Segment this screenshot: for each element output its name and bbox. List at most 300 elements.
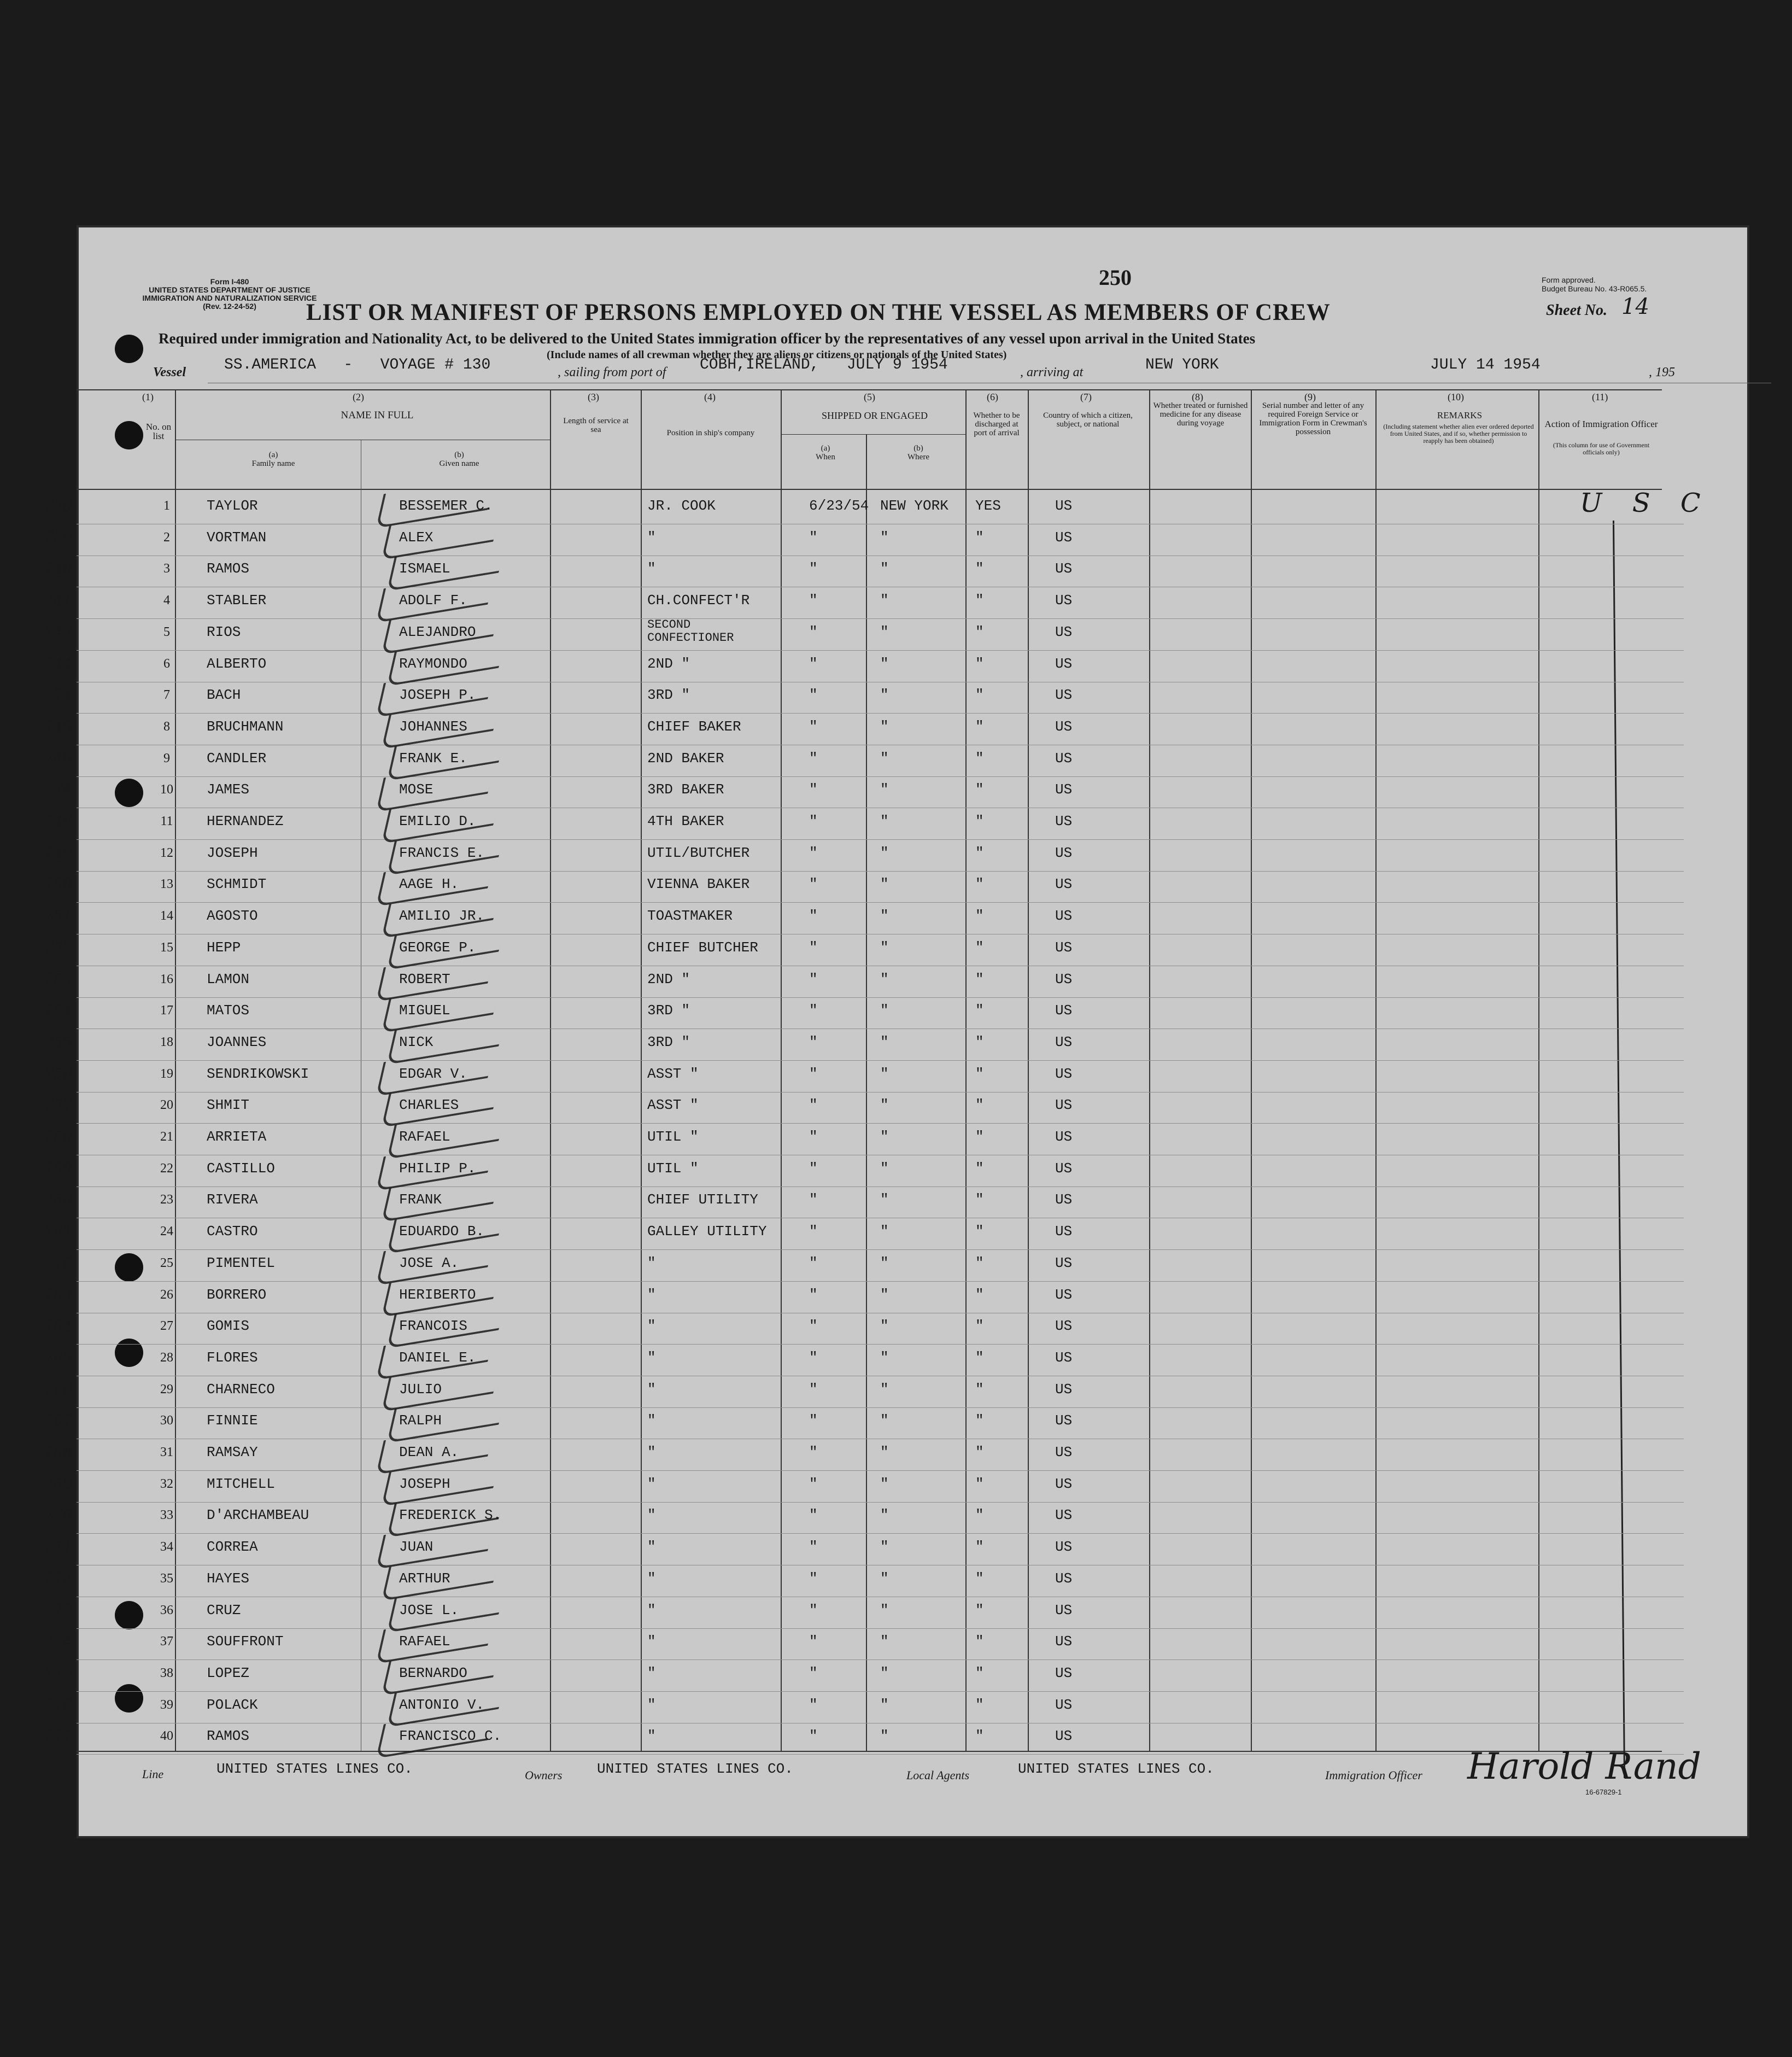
shipped-where: " [880, 1349, 889, 1366]
given-name: EMILIO D. [399, 813, 476, 829]
shipped-when: " [809, 1728, 818, 1745]
given-name: RAFAEL [399, 1633, 450, 1650]
form-revision: (Rev. 12-24-52) [203, 302, 256, 311]
table-row [44, 997, 1684, 1029]
row-number: 16 [160, 972, 173, 986]
table-row [44, 745, 1684, 777]
to-be-discharged: " [975, 876, 984, 893]
table-row [44, 870, 1684, 903]
row-number: 37 [160, 1634, 173, 1649]
table-row [44, 1344, 1684, 1376]
shipped-where: " [880, 1191, 889, 1208]
year-suffix: , 195 [1649, 365, 1675, 379]
row-number: 32 [160, 1476, 173, 1491]
country: US [1055, 1129, 1073, 1145]
col-head-serial: Serial number and letter of any required Foreign Service or Immigration Form in Crewman's possession [1259, 401, 1367, 436]
row-number: 4 [163, 593, 170, 608]
table-row [44, 934, 1684, 966]
shipped-where: " [880, 592, 889, 609]
to-be-discharged: " [975, 1254, 984, 1271]
shipped-where: " [880, 1664, 889, 1681]
family-name: JOANNES [207, 1033, 267, 1050]
col-head-shipped: SHIPPED OR ENGAGED [821, 410, 928, 421]
position: " [647, 1602, 656, 1618]
crew-ref-number: 769 [44, 1475, 72, 1493]
to-be-discharged: " [975, 1664, 984, 1681]
shipped-when: " [809, 1065, 818, 1082]
crew-ref-number: 766 [44, 1381, 72, 1398]
row-number: 6 [163, 656, 170, 671]
form-number: Form I-480 [210, 277, 249, 286]
country: US [1055, 1475, 1073, 1492]
shipped-when: " [809, 718, 818, 735]
country: US [1055, 529, 1073, 546]
shipped-where: " [880, 1475, 889, 1492]
family-name: BORRERO [207, 1286, 267, 1303]
crew-ref-number: 753 [44, 971, 72, 988]
row-number: 12 [160, 845, 173, 860]
given-name: HERIBERTO [399, 1286, 476, 1303]
given-name: NICK [399, 1033, 434, 1050]
position: 3RD " [647, 687, 690, 704]
to-be-discharged: " [975, 1097, 984, 1114]
given-name: EDUARDO B. [399, 1223, 485, 1240]
position: UTIL " [647, 1129, 699, 1145]
shipped-when: " [809, 1633, 818, 1650]
table-row [44, 1722, 1684, 1755]
family-name: RIVERA [207, 1191, 258, 1208]
to-be-discharged: " [975, 939, 984, 956]
family-name: FINNIE [207, 1412, 258, 1429]
family-name: BACH [207, 687, 241, 704]
page-title: LIST OR MANIFEST OF PERSONS EMPLOYED ON THE VESSEL AS MEMBERS OF CREW [306, 300, 1331, 325]
family-name: ARRIETA [207, 1129, 267, 1145]
to-be-discharged: " [975, 1065, 984, 1082]
row-number: 8 [163, 719, 170, 734]
crew-ref-number: 767 [44, 1412, 72, 1430]
to-be-discharged: " [975, 1318, 984, 1335]
position: " [647, 1412, 656, 1429]
family-name: RAMSAY [207, 1444, 258, 1460]
country: US [1055, 876, 1073, 893]
position: ASST " [647, 1065, 699, 1082]
to-be-discharged: " [975, 1696, 984, 1713]
arrival-date: JULY 14 1954 [1430, 357, 1541, 373]
family-name: SOUFFRONT [207, 1633, 284, 1650]
position: " [647, 1475, 656, 1492]
shipped-when: " [809, 908, 818, 925]
shipped-where: " [880, 844, 889, 861]
position: " [647, 1349, 656, 1366]
crew-ref-number: 754 [44, 1002, 72, 1020]
header-bottom-rule [77, 489, 1662, 490]
table-top-rule [77, 389, 1662, 390]
position: UTIL " [647, 1160, 699, 1177]
shipped-when: " [809, 1444, 818, 1460]
col-number-6: (6) [987, 391, 998, 402]
crew-ref-number: 758 [44, 1129, 72, 1146]
table-row [44, 587, 1684, 619]
col-head-action-note: (This column for use of Government officials only) [1553, 441, 1650, 456]
col-head-given: (b) Given name [439, 451, 479, 468]
vessel-name: SS.AMERICA - VOYAGE # 130 [224, 357, 491, 373]
shipped-when: " [809, 1223, 818, 1240]
col-head-position: Position in ship's company [666, 429, 755, 437]
shipped-where: " [880, 1696, 889, 1713]
crew-ref-number: 738 [44, 498, 72, 515]
footer-agents-label: Local Agents [906, 1768, 970, 1782]
row-number: 39 [160, 1697, 173, 1712]
manifest-sheet [44, 225, 1749, 1838]
table-row [44, 492, 1684, 524]
shipped-when: " [809, 1033, 818, 1050]
family-name: JOSEPH [207, 844, 258, 861]
sheet-number: 14 [1621, 294, 1649, 319]
form-approval [1542, 276, 1647, 293]
shipped-when: " [809, 687, 818, 704]
table-row [44, 713, 1684, 745]
family-name: CRUZ [207, 1602, 241, 1618]
shipped-when: " [809, 1664, 818, 1681]
row-number: 30 [160, 1413, 173, 1428]
country: US [1055, 844, 1073, 861]
given-name: CHARLES [399, 1097, 459, 1114]
row-number: 20 [160, 1098, 173, 1113]
col-head-when: (a) When [816, 444, 835, 461]
to-be-discharged: " [975, 1349, 984, 1366]
table-row [53, 1597, 1684, 1629]
table-row [44, 839, 1684, 872]
shipped-where: " [880, 1033, 889, 1050]
form-department: UNITED STATES DEPARTMENT OF JUSTICE [149, 285, 311, 294]
shipped-when: " [809, 1507, 818, 1524]
row-number: 1 [163, 499, 170, 513]
position: 3RD BAKER [647, 781, 724, 798]
given-name: JOSE L. [399, 1602, 459, 1618]
family-name: LOPEZ [207, 1664, 250, 1681]
country: US [1055, 1033, 1073, 1050]
to-be-discharged: " [975, 1160, 984, 1177]
to-be-discharged: " [975, 1033, 984, 1050]
given-name: DANIEL E. [399, 1349, 476, 1366]
footer-owners: UNITED STATES LINES CO. [597, 1761, 793, 1777]
to-be-discharged: " [975, 529, 984, 546]
subtitle-note: (Include names of all crewman whether they are aliens or citizens or nationals of the United States) [547, 349, 1007, 361]
country: US [1055, 592, 1073, 609]
position: CHIEF BUTCHER [647, 939, 758, 956]
row-number: 23 [160, 1193, 173, 1207]
col-head-family: (a) Family name [251, 451, 295, 468]
country: US [1055, 939, 1073, 956]
given-name: AMILIO JR. [399, 908, 485, 925]
shipped-when: " [809, 1160, 818, 1177]
to-be-discharged: " [975, 1444, 984, 1460]
footer-line: UNITED STATES LINES CO. [216, 1761, 413, 1777]
given-name: ROBERT [399, 971, 450, 987]
shipped-when: " [809, 592, 818, 609]
table-row [53, 1249, 1684, 1282]
position: " [647, 1633, 656, 1650]
country: US [1055, 1539, 1073, 1556]
shipped-when: " [809, 560, 818, 577]
crew-ref-number: 76 [53, 1254, 72, 1272]
family-name: MITCHELL [207, 1475, 275, 1492]
crew-ref-number: 759 [44, 1160, 72, 1177]
family-name: SCHMIDT [207, 876, 267, 893]
family-name: CANDLER [207, 750, 267, 767]
shipped-when: " [809, 971, 818, 987]
officer-signature: Harold Rand [1467, 1745, 1701, 1787]
punch-hole [115, 335, 143, 363]
crew-ref-number: 765 [44, 1349, 72, 1366]
shipped-where: " [880, 1444, 889, 1460]
budget-bureau-line: Budget Bureau No. 43-R065.5. [1542, 284, 1647, 293]
family-name: SHMIT [207, 1097, 250, 1114]
country: US [1055, 1191, 1073, 1208]
shipped-when: " [809, 1002, 818, 1019]
given-name: RAFAEL [399, 1129, 450, 1145]
given-name: JULIO [399, 1381, 442, 1398]
table-row [44, 1091, 1684, 1124]
to-be-discharged: " [975, 560, 984, 577]
position: UTIL/BUTCHER [647, 844, 750, 861]
shipped-when: " [809, 813, 818, 829]
shipped-where: " [880, 687, 889, 704]
country: US [1055, 1349, 1073, 1366]
col-head-no: No. on list [145, 422, 172, 441]
position: 2ND " [647, 971, 690, 987]
crew-ref-number: 751 [44, 908, 72, 925]
given-name: MOSE [399, 781, 434, 798]
crew-ref-number: 755 [44, 1033, 72, 1051]
col-number-8: (8) [1192, 391, 1203, 402]
shipped-where: " [880, 655, 889, 672]
crew-ref-number: 761 [44, 1223, 72, 1241]
country: US [1055, 1002, 1073, 1019]
col-number-10: (10) [1448, 391, 1464, 402]
given-name: ADOLF F. [399, 592, 467, 609]
position: 4TH BAKER [647, 813, 724, 829]
table-row [44, 1470, 1684, 1503]
table-row [44, 1155, 1684, 1187]
row-number: 29 [160, 1382, 173, 1396]
position: " [647, 1664, 656, 1681]
crew-ref-number: 770 [44, 1507, 72, 1524]
to-be-discharged: " [975, 1129, 984, 1145]
col-number-4: (4) [704, 391, 716, 402]
arriving-port: NEW YORK [1145, 357, 1219, 373]
punch-hole [115, 421, 143, 449]
row-number: 25 [160, 1255, 173, 1270]
family-name: JAMES [207, 781, 250, 798]
row-number: 31 [160, 1445, 173, 1459]
col-head-discharged: Whether to be discharged at port of arrival [973, 411, 1020, 437]
shipped-when: " [809, 655, 818, 672]
position: 3RD " [647, 1002, 690, 1019]
given-name: RALPH [399, 1412, 442, 1429]
shipped-when: " [809, 1381, 818, 1398]
shipped-where: " [880, 1507, 889, 1524]
shipped-where: " [880, 1728, 889, 1745]
crew-ref-number: 746 [44, 750, 72, 767]
crew-ref-number: 763 [44, 1286, 72, 1304]
family-name: GOMIS [207, 1318, 250, 1335]
shipped-where: " [880, 1002, 889, 1019]
family-name: AGOSTO [207, 908, 258, 925]
to-be-discharged: " [975, 908, 984, 925]
country: US [1055, 781, 1073, 798]
given-name: AAGE H. [399, 876, 459, 893]
position: " [647, 529, 656, 546]
shipped-where: " [880, 623, 889, 640]
crew-ref-number: 771 [44, 1539, 72, 1556]
sailing-port: COBH,IRELAND, JULY 9 1954 [700, 357, 948, 373]
to-be-discharged: " [975, 1602, 984, 1618]
footer-line-label: Line [142, 1767, 164, 1781]
crew-ref-number: 752 [44, 939, 72, 956]
shipped-when: " [809, 1097, 818, 1114]
crew-ref-number: 745 [44, 718, 72, 735]
table-row [44, 1123, 1684, 1155]
table-row [44, 524, 1684, 556]
shipped-where: " [880, 1602, 889, 1618]
position: 2ND BAKER [647, 750, 724, 767]
row-number: 27 [160, 1319, 173, 1334]
to-be-discharged: " [975, 1475, 984, 1492]
shipped-where: " [880, 908, 889, 925]
crew-ref-number: 775 [44, 1664, 72, 1682]
table-row [44, 1218, 1684, 1250]
to-be-discharged: " [975, 1286, 984, 1303]
shipped-where: " [880, 813, 889, 829]
position: 2ND " [647, 655, 690, 672]
row-number: 18 [160, 1035, 173, 1049]
form-service: IMMIGRATION AND NATURALIZATION SERVICE [142, 294, 317, 302]
table-row [44, 1691, 1684, 1723]
table-row [44, 1501, 1684, 1534]
family-name: D'ARCHAMBEAU [207, 1507, 309, 1524]
shipped-when: " [809, 1191, 818, 1208]
family-name: HEPP [207, 939, 241, 956]
country: US [1055, 1065, 1073, 1082]
given-name: FRANK E. [399, 750, 467, 767]
print-code: 16-67829-1 [1585, 1788, 1622, 1796]
table-row [44, 1628, 1684, 1660]
country: US [1055, 498, 1073, 514]
given-name: JOSEPH P. [399, 687, 476, 704]
family-name: STABLER [207, 592, 267, 609]
shipped-when: 6/23/54 [809, 498, 869, 514]
shipped-when: " [809, 623, 818, 640]
shipped-where: " [880, 781, 889, 798]
col-head-where: (b) Where [907, 444, 929, 461]
country: US [1055, 623, 1073, 640]
row-number: 2 [163, 530, 170, 545]
col-number-1: (1) [142, 391, 154, 402]
family-name: CASTRO [207, 1223, 258, 1240]
given-name: BESSEMER C. [399, 498, 493, 514]
shipped-when: " [809, 781, 818, 798]
position: SECOND CONFECTIONER [647, 617, 734, 645]
row-number: 3 [163, 562, 170, 576]
footer-owners-label: Owners [525, 1768, 563, 1782]
row-number: 21 [160, 1130, 173, 1144]
table-row [44, 1028, 1684, 1061]
col-head-disease: Whether treated or furnished medicine for any disease during voyage [1153, 401, 1248, 428]
to-be-discharged: " [975, 1507, 984, 1524]
country: US [1055, 1570, 1073, 1587]
to-be-discharged: " [975, 750, 984, 767]
col-head-length: Length of service at sea [563, 417, 629, 434]
country: US [1055, 1696, 1073, 1713]
to-be-discharged: " [975, 1633, 984, 1650]
to-be-discharged: " [975, 1381, 984, 1398]
position: JR. COOK [647, 498, 716, 514]
table-row [44, 902, 1684, 934]
col-head-remarks-note: (Including statement whether alien ever ordered deported from United States, and if so, whether permission to reapply has been obtained) [1383, 423, 1534, 445]
row-number: 14 [160, 909, 173, 924]
position: ASST " [647, 1097, 699, 1114]
shipped-where: NEW YORK [880, 498, 948, 514]
shipped-subrule [781, 434, 965, 435]
row-number: 22 [160, 1161, 173, 1176]
country: US [1055, 560, 1073, 577]
shipped-where: " [880, 1097, 889, 1114]
country: US [1055, 1223, 1073, 1240]
shipped-when: " [809, 1539, 818, 1556]
family-name: LAMON [207, 971, 250, 987]
row-number: 13 [160, 877, 173, 892]
country: US [1055, 1160, 1073, 1177]
country: US [1055, 1602, 1073, 1618]
position: " [647, 1254, 656, 1271]
given-name: GEORGE P. [399, 939, 476, 956]
shipped-when: " [809, 750, 818, 767]
shipped-where: " [880, 971, 889, 987]
position: " [647, 1444, 656, 1460]
to-be-discharged: " [975, 687, 984, 704]
family-name: CORREA [207, 1539, 258, 1556]
given-name: PHILIP P. [399, 1160, 476, 1177]
family-name: CASTILLO [207, 1160, 275, 1177]
family-name: HAYES [207, 1570, 250, 1587]
family-name: RIOS [207, 623, 241, 640]
country: US [1055, 655, 1073, 672]
row-number: 38 [160, 1666, 173, 1680]
given-name: FRANK [399, 1191, 442, 1208]
shipped-when: " [809, 1349, 818, 1366]
officer-annotation: U S C [1580, 488, 1712, 518]
shipped-when: " [809, 876, 818, 893]
to-be-discharged: " [975, 1539, 984, 1556]
given-name: ALEX [399, 529, 434, 546]
position: " [647, 1318, 656, 1335]
to-be-discharged: " [975, 1223, 984, 1240]
shipped-when: " [809, 1475, 818, 1492]
position: " [647, 1570, 656, 1587]
given-name: ISMAEL [399, 560, 450, 577]
country: US [1055, 1728, 1073, 1745]
country: US [1055, 1097, 1073, 1114]
country: US [1055, 687, 1073, 704]
to-be-discharged: " [975, 844, 984, 861]
table-row [53, 776, 1684, 808]
given-name: EDGAR V. [399, 1065, 467, 1082]
row-number: 35 [160, 1571, 173, 1586]
given-name: JOSEPH [399, 1475, 450, 1492]
row-number: 17 [160, 1003, 173, 1018]
row-number: 33 [160, 1508, 173, 1523]
